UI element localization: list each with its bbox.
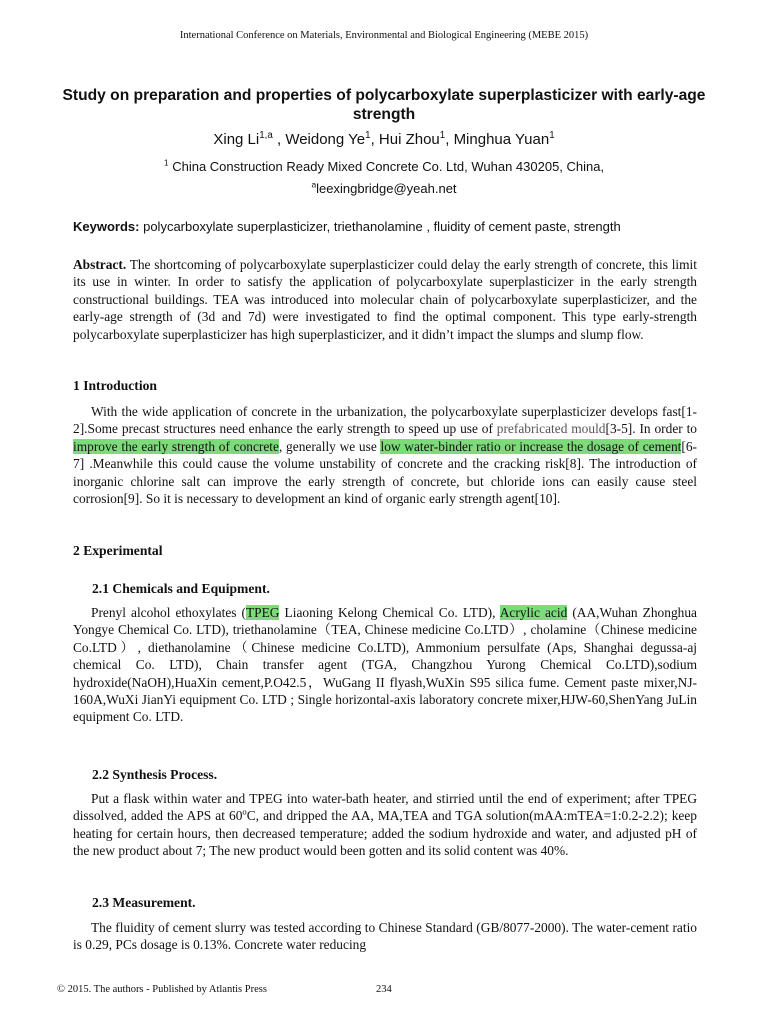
degree-superscript: o [242,806,247,817]
author-superscript: 1 [549,130,555,141]
abstract-label: Abstract. [73,257,127,272]
email-text: leexingbridge@yeah.net [316,181,457,196]
author-email [0,181,768,196]
subsection-heading-measurement: 2.3 Measurement. [92,895,196,910]
author-list: Xing Li$^{1,a}$ , Weidong Ye$^1$, Hui Zhou$^1$, Minghua Yuan$^1$ [213,130,555,148]
affiliation-superscript: 1 [163,157,169,168]
keywords-label: Keywords: [73,219,140,234]
author-name: Hui Zhou [378,131,440,148]
author-name: Weidong Ye [285,131,366,148]
chemicals-text: Liaoning Kelong Chemical Co. LTD), [279,605,500,620]
conference-header: International Conference on Materials, Environmental and Biological Engineering (MEBE 2015) [179,30,589,41]
subsection-heading-chemicals: 2.1 Chemicals and Equipment. [92,581,270,596]
introduction-paragraph [73,403,697,507]
keywords [73,219,713,234]
intro-text: , generally we use [278,438,381,454]
measurement-paragraph: The fluidity of cement slurry was tested according to Chinese Standard (GB/8077-2000). The water-cement ratio is 0.29, PCs dosage is 0.13%. Concrete water reducing [73,920,697,953]
author-superscript: 1 [439,130,446,141]
affiliation [0,159,768,174]
author-name: Xing Li [213,131,260,148]
email-superscript: a [311,179,317,190]
author-superscript: 1,a [259,130,273,141]
highlight-water-binder: low water-binder ratio or increase the dosage of cement [380,438,682,454]
abstract-text: The shortcoming of polycarboxylate superplasticizer could delay the early strength of concrete, this limit its use in winter. In order to satisfy the application of polycarboxylate superplasticizer in the early strength constructional buildings. TEA was introduced into molecular chain of polycarboxylate superplasticizer, and the early-age strength of (3d and 7d) were investigated to find the optimal component. This type early-strength polycarboxylate superplasticizer has high superplasticizer, and it didn’t impact the slumps and slump flow. [73,257,697,342]
section-heading-introduction: 1 Introduction [73,378,157,393]
synthesis-text: Put a flask within water and TPEG into water-bath heater, and stirried until the end of experiment; after TPEG dissolved, added the APS at 60 [73,791,697,824]
author-name: Minghua Yuan [453,131,550,148]
intro-text: [6-7] .Meanwhile this could cause the volume unstability of concrete and the cracking risk[8]. The introduction of inorganic chlorine salt can improve the early strength of concrete, but chloride ions can easily cause steel corrosion[9]. So it is necessary to development an kind of organic early strength agent[10]. [73,438,697,507]
chemicals-text: Prenyl alcohol ethoxylates ( [91,605,246,620]
footer-copyright: © 2015. The authors - Published by Atlantis Press [57,984,267,995]
highlight-acrylic-acid: Acrylic acid [499,605,568,620]
intro-gray-text: prefabricated mould [496,421,606,437]
highlight-tpeg: TPEG [246,605,280,620]
page-number: 234 [376,984,392,995]
abstract [73,256,697,343]
subsection-heading-synthesis: 2.2 Synthesis Process. [92,767,218,782]
affiliation-text: China Construction Ready Mixed Concrete Co. Ltd, Wuhan 430205, China, [172,159,605,174]
synthesis-paragraph [73,790,697,860]
highlight-early-strength: improve the early strength of concrete [73,438,279,454]
intro-text: With the wide application of concrete in the urbanization, the polycarboxylate superplasticizer develops fast[1-2].Some precast structures need enhance the early strength to speed up use of [73,404,697,437]
chemicals-text: (AA,Wuhan Zhonghua Yongye Chemical Co. LTD), triethanolamine（TEA, Chinese medicine Co.LTD）, cholamine（Chinese medicine Co.LTD）, diethanolamine（Chinese medicine Co.LTD), Ammonium persulfate (Aps, Shanghai degussa-aj chemical Co. LTD), Chain transfer agent (TGA, Changzhou Yurong Chemical Co.LTD),sodium hydroxide(NaOH),HuaXin cement,P.O42.5，WuGang II flyash,WuXin S95 silica fume. Cement paste mixer,NJ-160A,WuXi JianYi equipment Co. LTD ; Single horizontal-axis laboratory concrete mixer,HJW-60,ShenYang JuLin equipment Co. LTD. [73,605,697,725]
author-superscript: 1 [365,130,371,141]
synthesis-text: C, and dripped the AA, MA,TEA and TGA solution(mAA:mTEA=1:0.2-2.2); keep heating for certain hours, then decreased temperature; added the sodium hydroxide and water, and adjusted pH of the new product about 7; The new product would been gotten and its solid content was 40%. [73,808,697,859]
chemicals-paragraph [73,604,697,726]
keywords-text: polycarboxylate superplasticizer, triethanolamine , fluidity of cement paste, strength [143,219,621,234]
intro-text: [3-5]. In order to [605,421,697,437]
section-heading-experimental: 2 Experimental [73,543,163,558]
paper-title: Study on preparation and properties of polycarboxylate superplasticizer with early-age strength [62,87,706,123]
